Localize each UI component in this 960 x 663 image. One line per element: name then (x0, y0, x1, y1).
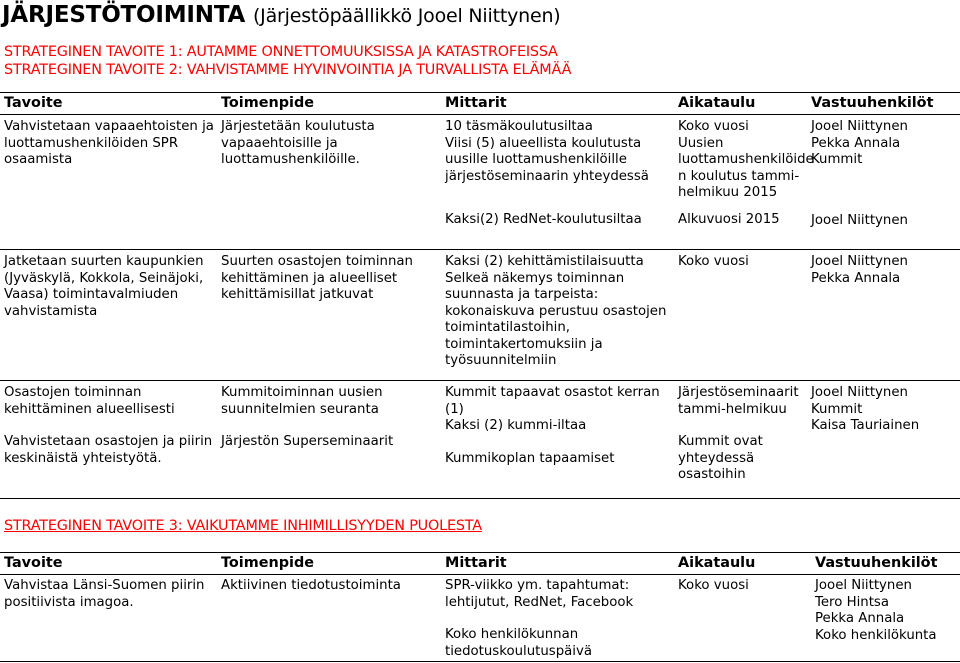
strategic-goal-1: STRATEGINEN TAVOITE 1: AUTAMME ONNETTOMUUKSISSA JA KATASTROFEISSA (4, 44, 558, 60)
cell-tavoite (0, 250, 216, 381)
header-mittarit: Mittarit (440, 93, 673, 115)
cell-toimenpide (216, 250, 440, 381)
cell-toimenpide (216, 381, 440, 499)
table-row (0, 250, 960, 381)
table-row (0, 115, 960, 250)
header-mittarit: Mittarit (440, 553, 673, 575)
cell-text: Järjestetään koulutusta vapaaehtoisille ja luottamushenkilöille. (221, 119, 375, 167)
cell-text: Jooel Niittynen Pekka Annala (811, 254, 908, 286)
action-plan-table-1 (0, 92, 960, 499)
cell-tavoite (0, 575, 216, 661)
page-title-main: JÄRJESTÖTOIMINTA (2, 2, 246, 28)
cell-text: Kaksi (2) kehittämistilaisuutta Selkeä näkemys toiminnan suunnasta ja tarpeista: kokonaiskuva perustuu osastojen toimintatilastoihin, toimintakertomuksiin ja työsuunnitelmiin (445, 254, 667, 368)
cell-toimenpide (216, 115, 440, 250)
cell-text: Koko vuosi Uusien luottamushenkilöide n koulutus tammi- helmikuu 2015 (678, 119, 814, 200)
cell-text: Aktiivinen tiedotustoiminta (221, 578, 401, 593)
cell-mittarit (440, 115, 673, 250)
header-toimenpide: Toimenpide (216, 93, 440, 115)
cell-text: Jooel Niittynen Pekka Annala Kummit (811, 119, 908, 167)
table-row (0, 381, 960, 499)
cell-text: 10 täsmäkoulutusiltaa Viisi (5) alueellista koulutusta uusille luottamushenkilöille järjestöseminaarin yhteydessä (445, 119, 649, 184)
cell-aikataulu (673, 381, 806, 499)
header-toimenpide: Toimenpide (216, 553, 440, 575)
cell-text: Suurten osastojen toiminnan kehittäminen ja alueelliset kehittämisillat jatkuvat (221, 254, 413, 302)
cell-text: Järjestön Superseminaarit (221, 434, 394, 449)
cell-toimenpide (216, 575, 440, 661)
table-header-row (0, 553, 960, 575)
cell-mittarit (440, 575, 673, 661)
cell-vastuuhenkilot (806, 381, 960, 499)
header-aikataulu: Aikataulu (673, 93, 806, 115)
cell-aikataulu (673, 250, 806, 381)
cell-text: Koko vuosi (678, 578, 749, 593)
strategic-goal-2: STRATEGINEN TAVOITE 2: VAHVISTAMME HYVINVOINTIA JA TURVALLISTA ELÄMÄÄ (4, 62, 572, 78)
cell-text: Kummit ovat yhteydessä osastoihin (678, 434, 763, 482)
cell-aikataulu (673, 575, 810, 661)
strategic-goal-3: STRATEGINEN TAVOITE 3: VAIKUTAMME INHIMILLISYYDEN PUOLESTA (4, 518, 482, 534)
page-title (2, 2, 561, 28)
cell-tavoite (0, 115, 216, 250)
cell-text: Kummikoplan tapaamiset (445, 450, 615, 466)
cell-text: Koko henkilökunnan tiedotuskoulutuspäivä (445, 627, 593, 659)
header-tavoite: Tavoite (0, 93, 216, 115)
cell-text: Jooel Niittynen Tero Hintsa Pekka Annala Koko henkilökunta (815, 578, 937, 643)
page-title-sub: (Järjestöpäällikkö Jooel Niittynen) (252, 5, 561, 27)
cell-text: Vahvistaa Länsi-Suomen piirin positiivista imagoa. (4, 578, 205, 610)
cell-text: Järjestöseminaarit tammi-helmikuu (678, 385, 799, 417)
table-row (0, 575, 960, 661)
table-bottom-rule (0, 661, 960, 662)
cell-vastuuhenkilot (806, 250, 960, 381)
cell-text: Jooel Niittynen Kummit Kaisa Tauriainen (811, 385, 920, 433)
cell-tavoite (0, 381, 216, 499)
cell-text: Koko vuosi (678, 254, 749, 269)
action-plan-table-2 (0, 552, 960, 660)
cell-text: Jatketaan suurten kaupunkien (Jyväskylä, Kokkola, Seinäjoki, Vaasa) toimintavalmiuden vahvistamista (4, 254, 204, 319)
cell-text: Osastojen toiminnan kehittäminen alueellisesti (4, 385, 175, 417)
cell-text: Kaksi(2) RedNet-koulutusiltaa (445, 212, 642, 227)
cell-text: SPR-viikko ym. tapahtumat: lehtijutut, RedNet, Facebook (445, 578, 634, 610)
header-vastuuhenkilot: Vastuuhenkilöt (810, 553, 960, 575)
cell-text: Alkuvuosi 2015 (678, 211, 780, 227)
header-tavoite: Tavoite (0, 553, 216, 575)
cell-text: Kummitoiminnan uusien suunnitelmien seuranta (221, 385, 383, 417)
header-vastuuhenkilot: Vastuuhenkilöt (806, 93, 960, 115)
cell-vastuuhenkilot (806, 115, 960, 250)
cell-text: Vahvistetaan osastojen ja piirin keskinäistä yhteistyötä. (4, 434, 213, 466)
cell-vastuuhenkilot (810, 575, 960, 661)
cell-text: Jooel Niittynen (811, 212, 908, 228)
cell-mittarit (440, 250, 673, 381)
cell-text: Vahvistetaan vapaaehtoisten ja luottamushenkilöiden SPR osaamista (4, 119, 214, 167)
cell-aikataulu (673, 115, 814, 250)
cell-text: Kummit tapaavat osastot kerran (1) Kaksi (2) kummi-iltaa (445, 385, 660, 433)
table-header-row (0, 93, 960, 115)
header-aikataulu: Aikataulu (673, 553, 810, 575)
cell-mittarit (440, 381, 673, 499)
